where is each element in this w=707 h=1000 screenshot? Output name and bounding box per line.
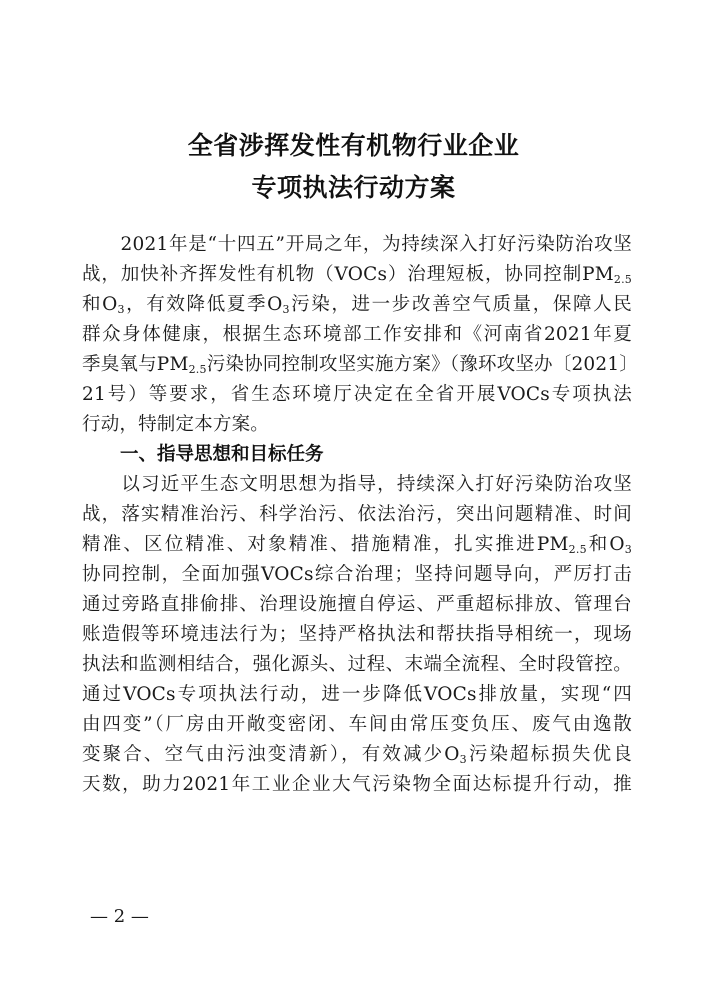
subscript: 3: [117, 303, 125, 316]
text-line: [82, 230, 632, 260]
paragraph-intro: [82, 230, 639, 440]
text-line: [82, 620, 632, 650]
text-segment: 21号）等要求，省生态环境厅决定在全省开展VOCs专项执法: [82, 384, 632, 405]
text-line: [82, 560, 632, 590]
text-segment: 群众身体健康，根据生态环境部工作安排和《河南省2021年夏: [82, 324, 632, 345]
text-segment: 由四变”（厂房由开敞变密闭、车间由常压变负压、废气由逸散: [82, 714, 632, 735]
text-line: [82, 680, 632, 710]
text-line: [82, 470, 632, 500]
text-line: [82, 380, 632, 410]
text-segment: 行动，特制定本方案。: [82, 414, 270, 435]
text-segment: 2021年是“十四五”开局之年，为持续深入打好污染防治攻坚: [82, 234, 632, 255]
document-title-line-2: 专项执法行动方案: [251, 173, 456, 202]
text-line: [82, 590, 632, 620]
text-segment: ，有效降低夏季O: [124, 294, 283, 315]
subscript: 3: [282, 303, 290, 316]
text-segment: 账造假等环境违法行为；坚持严格执法和帮扶指导相统一，现场: [82, 624, 632, 645]
text-segment: 以习近平生态文明思想为指导，持续深入打好污染防治攻坚: [82, 474, 632, 495]
text-line: [82, 740, 632, 770]
document-body: [82, 230, 639, 800]
text-segment: 战，加快补齐挥发性有机物（VOCs）治理短板，协同控制PM: [82, 264, 614, 285]
text-segment: 通过旁路直排偷排、治理设施擅自停运、严重超标排放、管理台: [82, 594, 632, 615]
section-heading-1: 一、指导思想和目标任务: [120, 444, 324, 465]
subscript: 2.5: [613, 273, 632, 286]
text-line: [82, 500, 632, 530]
text-segment: 变聚合、空气由污浊变清新），有效减少O: [82, 744, 460, 765]
text-line: [82, 350, 639, 380]
text-line: [82, 290, 632, 320]
subscript: 2.5: [568, 543, 587, 556]
text-line: [82, 650, 632, 680]
subscript: 3: [624, 543, 632, 556]
text-line: [82, 410, 632, 440]
text-segment: 战，落实精准治污、科学治污、依法治污，突出问题精准、时间: [82, 504, 632, 525]
document-title-line-1: 全省涉挥发性有机物行业企业: [187, 131, 520, 160]
text-segment: 污染超标损失优良: [466, 744, 633, 765]
text-segment: 天数，助力2021年工业企业大气污染物全面达标提升行动，推: [82, 774, 632, 795]
text-line: [82, 710, 632, 740]
text-segment: 协同控制，全面加强VOCs综合治理；坚持问题导向，严厉打击: [82, 564, 632, 585]
paragraph-guiding-ideology: [82, 470, 632, 800]
text-line: [82, 320, 632, 350]
text-segment: 和O: [586, 534, 625, 555]
text-line: [82, 530, 632, 560]
text-segment: 污染，进一步改善空气质量，保障人民: [289, 294, 632, 315]
subscript: 2.5: [188, 363, 207, 376]
text-segment: 精准、区位精准、对象精准、措施精准，扎实推进PM: [82, 534, 569, 555]
text-segment: 执法和监测相结合，强化源头、过程、末端全流程、全时段管控。: [82, 654, 632, 675]
text-segment: 和O: [82, 294, 118, 315]
text-line: [82, 770, 632, 800]
page-number: — 2 —: [90, 906, 149, 927]
text-line: [82, 260, 632, 290]
subscript: 3: [459, 753, 467, 766]
text-segment: 污染协同控制攻坚实施方案》（豫环攻坚办〔2021〕: [206, 354, 639, 375]
text-segment: 季臭氧与PM: [82, 354, 189, 375]
text-segment: 通过VOCs专项执法行动，进一步降低VOCs排放量，实现“四: [82, 684, 632, 705]
